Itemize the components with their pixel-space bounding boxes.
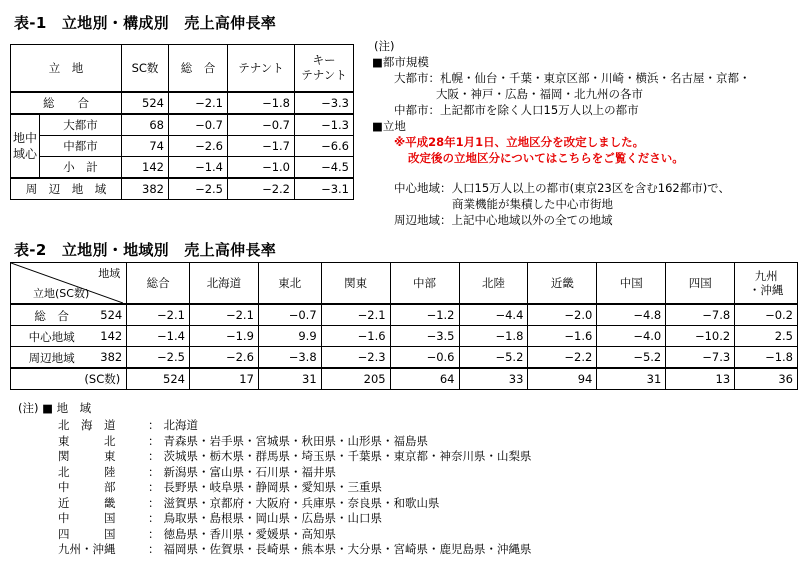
t2-count: 31: [258, 368, 321, 390]
region-name: 近 畿: [58, 495, 116, 510]
notes-center-2: 商業機能が集積した中心市街地: [452, 197, 613, 211]
region-prefectures: 滋賀県・京都府・大阪府・兵庫県・奈良県・和歌山県: [163, 495, 440, 510]
t2-cell: −2.3: [321, 347, 390, 369]
t2-corner-top: 地域: [98, 267, 121, 280]
region-prefectures: 青森県・岩手県・宮城県・秋田県・山形県・福島県: [163, 433, 428, 448]
t2-corner-bottom: 立地(SC数): [33, 287, 90, 300]
t2-count: 33: [459, 368, 528, 390]
t1-cell: 142: [122, 157, 169, 179]
t2-count: 205: [321, 368, 390, 390]
t2-count: 17: [189, 368, 258, 390]
t2-cell: −10.2: [666, 326, 735, 347]
t2-corner: [11, 263, 127, 305]
region-prefectures: 長野県・岐阜県・静岡県・愛知県・三重県: [163, 480, 382, 494]
t2-cell: −0.7: [258, 304, 321, 326]
notes-head: (注): [374, 39, 395, 53]
t2-cell: −3.8: [258, 347, 321, 369]
table1: [10, 44, 354, 200]
t2-cell: −1.6: [321, 326, 390, 347]
region-prefectures: 鳥取県・島根県・岡山県・広島県・山口県: [163, 511, 382, 525]
t2-row-label: [11, 304, 127, 326]
t2-cell: −1.2: [390, 304, 459, 326]
t1-group-line2: 域心: [13, 147, 38, 161]
region-separator: ：: [148, 418, 160, 432]
table-row: [11, 114, 354, 136]
t2-header-region: 中国: [597, 263, 666, 305]
t1-cell: −1.0: [228, 157, 295, 179]
t2-cell: −2.0: [528, 304, 597, 326]
t2-row-name: 周辺地域: [28, 351, 75, 365]
t1-group-center: [11, 114, 40, 178]
t1-cell: −2.5: [169, 178, 228, 200]
region-separator: ：: [148, 511, 160, 525]
t2-cell: −2.1: [189, 304, 258, 326]
region-separator: ：: [148, 526, 160, 541]
t1-cell: 68: [122, 114, 169, 136]
t1-header-key-line2: テナント: [301, 68, 347, 82]
t1-header-tenant: テナント: [228, 45, 295, 93]
notes-periph: 周辺地域：上記中心地域以外の全ての地域: [394, 213, 613, 227]
t2-count: 524: [127, 368, 190, 390]
t2-row-label: [11, 347, 127, 369]
region-separator: ：: [148, 480, 160, 494]
t2-cell: 9.9: [258, 326, 321, 347]
t1-cell: −3.1: [295, 178, 354, 200]
t1-cell: −1.7: [228, 136, 295, 157]
t1-cell: −1.4: [169, 157, 228, 179]
region-item: [58, 495, 440, 511]
t1-cell: −0.7: [169, 114, 228, 136]
region-item: [58, 433, 428, 449]
t2-header-region: 近畿: [528, 263, 597, 305]
t2-count: 31: [597, 368, 666, 390]
region-separator: ：: [148, 542, 160, 556]
t1-row-label: 大都市: [40, 114, 122, 136]
t2-cell: −7.3: [666, 347, 735, 369]
region-separator: ：: [148, 495, 160, 510]
t1-cell: −2.2: [228, 178, 295, 200]
t2-cell: −2.1: [127, 304, 190, 326]
t1-cell: −3.3: [295, 92, 354, 114]
t1-group-line1: 地中: [13, 131, 38, 145]
t2-header-region: 関東: [321, 263, 390, 305]
t1-header-sc: SC数: [122, 45, 169, 93]
notes-revision-link[interactable]: ※平成28年1月1日、立地区分を改定しました。: [394, 135, 645, 149]
t2-cell: −4.8: [597, 304, 666, 326]
region-name: 北 海 道: [58, 418, 116, 432]
t2-count: 13: [666, 368, 735, 390]
t2-count-label: (SC数): [11, 368, 127, 390]
t2-row-name: 総 合: [34, 309, 69, 323]
t1-row-label: 周 辺 地 域: [11, 178, 122, 200]
t2-cell: −5.2: [597, 347, 666, 369]
table2: [10, 262, 798, 390]
t2-cell: −5.2: [459, 347, 528, 369]
table-row: [11, 92, 354, 114]
region-item: [58, 541, 532, 557]
notes-loc-title: ■立地: [372, 119, 406, 133]
region-item: [58, 464, 336, 480]
t2-cell: −1.8: [459, 326, 528, 347]
region-name: 北 陸: [58, 464, 116, 479]
table-row: [11, 157, 354, 179]
t1-header-total: 総 合: [169, 45, 228, 93]
region-prefectures: 福岡県・佐賀県・長崎県・熊本県・大分県・宮崎県・鹿児島県・沖縄県: [163, 542, 532, 556]
region-item: [58, 510, 382, 526]
t2-header-region: 四国: [666, 263, 735, 305]
region-name: 中 部: [58, 480, 116, 494]
region-name: 東 北: [58, 433, 116, 448]
t2-cell: −1.9: [189, 326, 258, 347]
region-item: [58, 417, 198, 433]
region-prefectures: 新潟県・富山県・石川県・福井県: [163, 464, 336, 479]
regions-note-head: (注) ■ 地 域: [18, 401, 92, 415]
t2-count: 94: [528, 368, 597, 390]
t2-cell: −1.4: [127, 326, 190, 347]
region-item: [58, 479, 382, 495]
table-row: [11, 326, 798, 347]
t1-cell: 382: [122, 178, 169, 200]
notes-city-title: ■都市規模: [372, 55, 429, 69]
t1-cell: −6.6: [295, 136, 354, 157]
t2-cell: −1.6: [528, 326, 597, 347]
region-prefectures: 茨城県・栃木県・群馬県・埼玉県・千葉県・東京都・神奈川県・山梨県: [163, 449, 532, 463]
table-row: [11, 304, 798, 326]
region-name: 関 東: [58, 449, 116, 463]
t2-header-kyushu-line2: ・沖縄: [748, 283, 784, 297]
t1-cell: −1.3: [295, 114, 354, 136]
region-separator: ：: [148, 433, 160, 448]
notes-mid-city: 中都市：上記都市を除く人口15万人以上の都市: [394, 103, 639, 117]
t2-body: [11, 304, 798, 368]
notes-revision-detail-link[interactable]: 改定後の立地区分についてはこちらをご覧ください。: [408, 151, 684, 165]
t2-cell: −0.6: [390, 347, 459, 369]
t1-cell: −0.7: [228, 114, 295, 136]
table2-title: 表-2 立地別・地域別 売上高伸長率: [14, 241, 277, 259]
region-item: [58, 448, 532, 464]
t1-cell: −4.5: [295, 157, 354, 179]
notes-center-1: 中心地域：人口15万人以上の都市(東京23区を含む162都市)で、: [394, 181, 730, 195]
t2-cell: −4.4: [459, 304, 528, 326]
notes-big-city-1: 大都市：札幌・仙台・千葉・東京区部・川崎・横浜・名古屋・京都・: [394, 71, 751, 85]
t1-header-location: 立 地: [11, 45, 122, 93]
t2-cell: −7.8: [666, 304, 735, 326]
t2-cell: −1.8: [735, 347, 798, 369]
region-separator: ：: [148, 464, 160, 479]
table-row: [11, 347, 798, 369]
t2-cell: −4.0: [597, 326, 666, 347]
table-row: [11, 136, 354, 157]
table-row: [11, 368, 798, 390]
t2-cell: −2.1: [321, 304, 390, 326]
notes-big-city-2: 大阪・神戸・広島・福岡・北九州の各市: [436, 87, 643, 101]
t2-cell: −2.5: [127, 347, 190, 369]
region-name: 四 国: [58, 526, 116, 541]
t2-cell: −0.2: [735, 304, 798, 326]
t2-header-region: 総合: [127, 263, 190, 305]
table-row: [11, 178, 354, 200]
t1-row-label: 小 計: [40, 157, 122, 179]
t2-row-sc: 382: [100, 350, 123, 364]
t1-cell: 524: [122, 92, 169, 114]
t1-cell: −1.8: [228, 92, 295, 114]
t2-header-region: 北海道: [189, 263, 258, 305]
t1-cell: −2.6: [169, 136, 228, 157]
t1-row-label: 中都市: [40, 136, 122, 157]
t1-header-key-tenant: [295, 45, 354, 93]
t1-cell: 74: [122, 136, 169, 157]
t2-header-kyushu-line1: 九州: [754, 269, 778, 283]
t1-row-label: 総 合: [11, 92, 122, 114]
t2-count: 64: [390, 368, 459, 390]
t2-row-label: [11, 326, 127, 347]
t2-cell: −2.6: [189, 347, 258, 369]
region-prefectures: 徳島県・香川県・愛媛県・高知県: [163, 526, 336, 541]
table1-title: 表-1 立地別・構成別 売上高伸長率: [14, 14, 277, 32]
t1-cell: −2.1: [169, 92, 228, 114]
t2-cell: −2.2: [528, 347, 597, 369]
region-prefectures: 北海道: [163, 418, 198, 432]
t2-header-region-kyushu: [735, 263, 798, 305]
t2-header-region: 中部: [390, 263, 459, 305]
region-name: 中 国: [58, 511, 116, 525]
t2-cell: −3.5: [390, 326, 459, 347]
t2-row-sc: 142: [100, 329, 123, 343]
region-item: [58, 526, 336, 542]
t2-cell: 2.5: [735, 326, 798, 347]
region-name: 九州・沖縄: [58, 542, 116, 556]
t2-header-region: 北陸: [459, 263, 528, 305]
t1-header-key-line1: キー: [312, 53, 336, 67]
t2-count: 36: [735, 368, 798, 390]
t2-row-sc: 524: [100, 308, 123, 322]
t2-row-name: 中心地域: [28, 330, 75, 344]
notes-block: [372, 38, 751, 228]
t2-header-region: 東北: [258, 263, 321, 305]
region-separator: ：: [148, 449, 160, 463]
